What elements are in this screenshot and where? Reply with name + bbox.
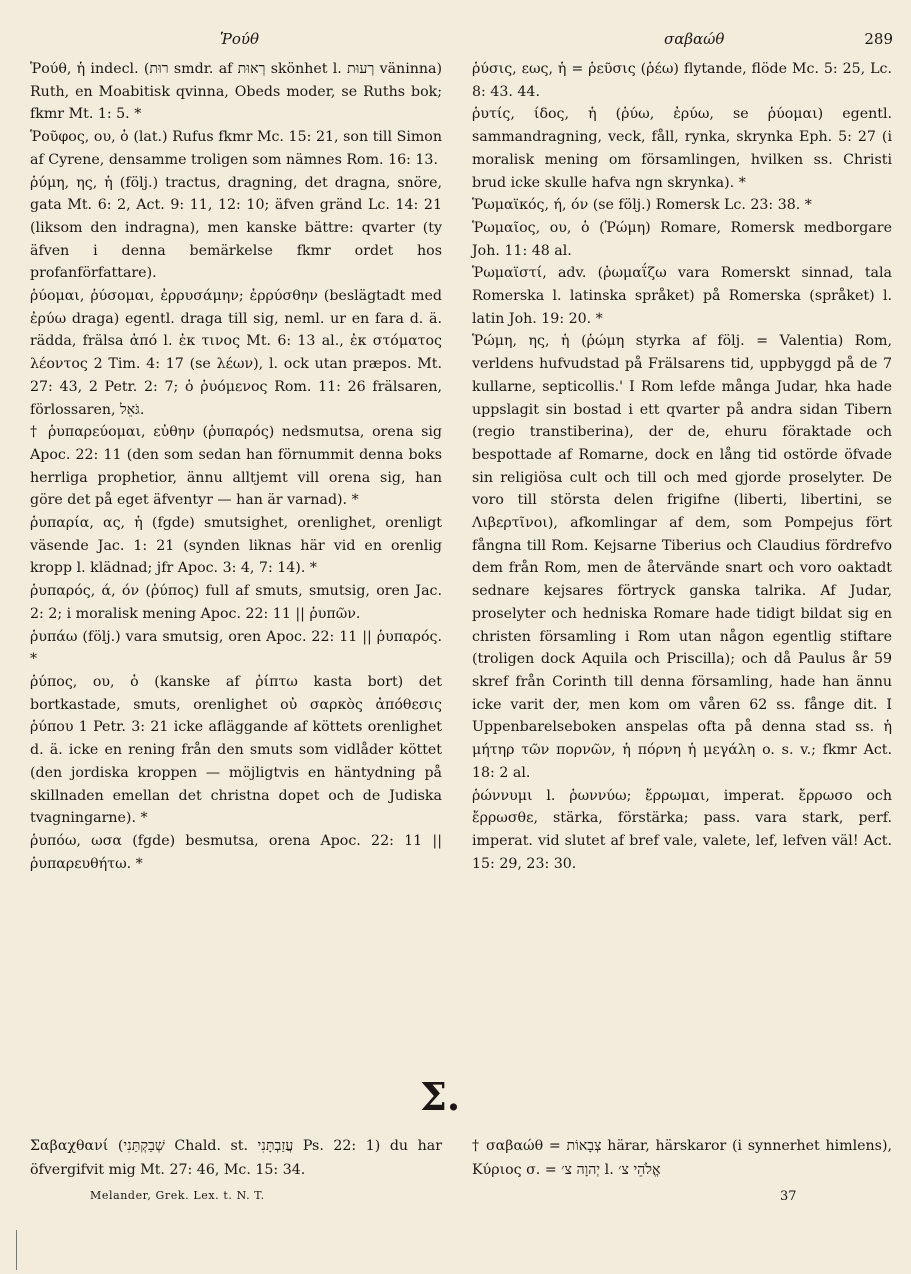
section-letter: Σ. xyxy=(420,1074,461,1119)
left-column xyxy=(30,58,442,875)
entry-rome: Ῥώμη, ης, ἡ (ῥώμη styrka af följ. = Valentia) Rom, verldens hufvudstad på Frälsarens tid, uppbyggd på de 7 kullarne, septicollis.' I Rom lefde många Judar, hka hade uppslagit sin bostad i ett qvarter på andra sidan Tibern (regio transtiberina), der de, ehuru föraktade och bespottade af Romarne, dock en lång tid ostörde öfvade sin religiösa cult och till och med gjorde proselyter. De voro till största delen frigifne (liberti, libertini, se Λιβερτῖνοι), afkomlingar af dem, som Pompejus fört fångna till Rom. Kejsarne Tiberius och Claudius fördrefvo dem från Rom, men de återvände snart och voro oaktadt sednare kejsares förtryck ganska talrika. Af Judar, proselyter och hedniska Romare hade tidigt bildat sig en christen församling i Rom utan någon egentlig stiftare (troligen dock Aquila och Priscilla); och då Paulus år 59 skref från Corinth till denna församling, hade han ännu icke varit der, men kom om våren 62 ss. fånge dit. I Uppenbarelseboken anspelas ofta på denna stad ss. ἡ μήτηρ τῶν πορνῶν, ἡ πόρνη ἡ μεγάλη o. s. v.; fkmr Act. 18: 2 al. xyxy=(472,333,892,781)
entry-rhypoo: ῥυπόω, ωσα (fgde) besmutsa, orena Apoc. 22: 11 || ῥυπαρευθήτω. * xyxy=(30,832,442,872)
right-column xyxy=(472,58,892,875)
entry-rhyme: ῥύμη, ης, ἡ (följ.) tractus, dragning, det dragna, snöre, gata Mt. 6: 2, Act. 9: 11, 12: 10; äfven gränd Lc. 14: 21 (liksom den indragna), men kanske bättre: qvarter (ty äfven i denna bemärkelse fkmr ordet hos profanförfattare). xyxy=(30,174,442,282)
footer-imprint: Melander, Grek. Lex. t. N. T. xyxy=(90,1189,265,1202)
header-left-title: Ῥούθ xyxy=(220,30,260,48)
entry-rhysis: ῥύσις, εως, ἡ = ῥεῦσις (ῥέω) flytande, flöde Mc. 5: 25, Lc. 8: 43. 44. xyxy=(472,61,892,100)
entry-rhonnymi: ῥώννυμι l. ῥωννύω; ἔρρωμαι, imperat. ἔρρωσο och ἔρρωσθε, stärka, förstärka; pass. vara stark, perf. imperat. vid slutet af bref vale, valete, lef, lefven väl! Act. 15: 29, 23: 30. xyxy=(472,787,892,872)
entry-rhypareuomai: † ῥυπαρεύομαι, εὐθην (ῥυπαρός) nedsmutsa, orena sig Apoc. 22: 11 (den som sedan han förnummit denna boks herrliga prophetior, ännu alltjemt vill orena sig, han göre det på eget äfventyr — han är varnad). * xyxy=(30,424,442,509)
entry-rhypos: ῥύπος, ου, ὁ (kanske af ῥίπτω kasta bort) det bortkastade, smuts, orenlighet οὐ σαρκὸς ἀπόθεσις ῥύπου 1 Petr. 3: 21 icke afläggande af köttets orenlighet d. ä. icke en rening från den smuts som vidlåder köttet (den jordiska kroppen — möjligtvis en häntydning på skillnaden emellan det christna dopet och de Judiska tvagningarne). * xyxy=(30,673,442,827)
entry-rhyparia: ῥυπαρία, ας, ἡ (fgde) smutsighet, orenlighet, orenligt väsende Jac. 1: 21 (synden liknas här vid en orenlig kropp l. klädnad; jfr Apoc. 3: 4, 7: 14). * xyxy=(30,515,442,577)
entry-rhypao: ῥυπάω (följ.) vara smutsig, oren Apoc. 22: 11 || ῥυπαρός. * xyxy=(30,628,442,668)
entry-rhytis: ῥυτίς, ίδος, ἡ (ῥύω, ἐρύω, se ῥύομαι) egentl. sammandragning, veck, fåll, rynka, skrynka Eph. 5: 27 (i moralisk mening om församlingen, hvilken ss. Christi brud icke skulle hafva ngn skrynka). * xyxy=(472,106,892,191)
header-right-title: σαβαώθ xyxy=(664,30,725,48)
entry-rouphos: Ῥοῦφος, ου, ὁ (lat.) Rufus fkmr Mc. 15: 21, son till Simon af Cyrene, densamme troligen som nämnes Rom. 16: 13. xyxy=(30,129,442,168)
entry-romaisti: Ῥωμαϊστί, adv. (ῥωμαΐζω vara Romerskt sinnad, tala Romerska l. latinska språket) på Romerska (språket) l. latin Joh. 19: 20. * xyxy=(472,265,892,327)
entry-romaios: Ῥωμαῖος, ου, ὁ (Ῥώμη) Romare, Romersk medborgare Joh. 11: 48 al. xyxy=(472,219,892,259)
signature-mark: 37 xyxy=(780,1189,797,1204)
entry-sabaoth: † σαβαώθ = צְבָאוֹת härar, härskaror (i synnerhet himlens), Κύριος σ. = יְהוָה צ׳ l. אֱלֹהֵי צ׳ xyxy=(472,1138,892,1178)
running-header xyxy=(26,30,893,52)
entry-sabachthani: Σαβαχθανί (שְׁבַקְתַּנִי Chald. st. עֲזַבְתָּנִי Ps. 22: 1) du har öfvergifvit mig Mt. 27: 46, Mc. 15: 34. xyxy=(30,1138,442,1178)
entry-rhyomai: ῥύομαι, ῥύσομαι, ἐρρυσάμην; ἐρρύσθην (beslägtadt med ἐρύω draga) egentl. draga till sig, neml. ur en fara d. ä. rädda, frälsa ἀπό l. ἐκ τινος Mt. 6: 13 al., ἐκ στόματος λέοντος 2 Tim. 4: 17 (se λέων), l. ock utan præpos. Mt. 27: 43, 2 Petr. 2: 7; ὁ ῥυόμενος Rom. 11: 26 frälsaren, förlossaren, גֹּאֵל. xyxy=(30,288,442,418)
margin-rule xyxy=(16,1230,17,1270)
entry-romaikos: Ῥωμαϊκός, ή, όν (se följ.) Romersk Lc. 23: 38. * xyxy=(472,197,812,214)
entry-routh: Ῥούθ, ἡ indecl. (רוּת smdr. af רְאוּת skönhet l. רְעוּת väninna) Ruth, en Moabitisk qvinna, Obeds moder, se Ruths bok; fkmr Mt. 1: 5. * xyxy=(30,61,442,123)
page-number: 289 xyxy=(864,30,893,48)
entry-rhyparos: ῥυπαρός, ά, όν (ῥύπος) full af smuts, smutsig, oren Jac. 2: 2; i moralisk mening Apoc. 22: 11 || ῥυπῶν. xyxy=(30,583,442,622)
